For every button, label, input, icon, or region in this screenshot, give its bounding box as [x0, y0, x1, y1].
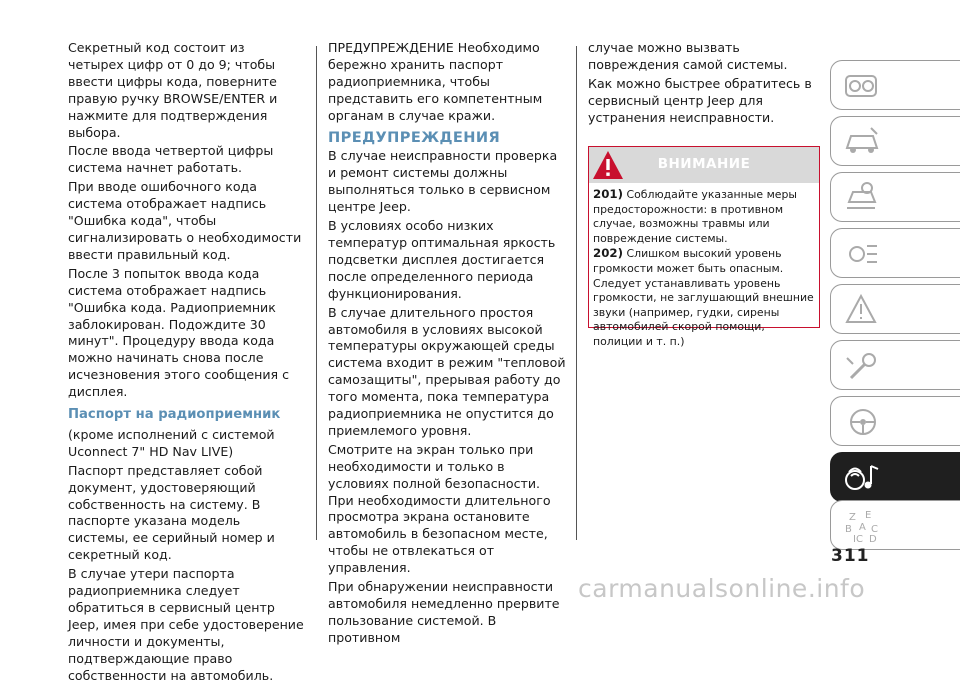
subheading-radio-passport: Паспорт на радиоприемник — [68, 407, 281, 423]
headlight-icon — [841, 234, 885, 274]
tab-dashboard[interactable] — [830, 60, 960, 110]
tab-specs[interactable] — [830, 396, 960, 446]
warning-box — [588, 146, 820, 348]
paragraph: В случае длительного простоя автомобиля в условиях высокой температуры окружающей среды система входит в режим "тепловой самозащиты", прерывая работу до того момента, пока температура радиоприемника не опустится до приемлемого уровня. — [328, 304, 566, 438]
car-safety-icon — [841, 178, 885, 218]
tab-index[interactable] — [830, 500, 960, 550]
warning-triangle-icon — [841, 290, 885, 330]
paragraph: При обнаружении неисправности автомобиля немедленно прервите пользование системой. В противном — [328, 579, 560, 645]
warning-text: Соблюдайте указанные меры предосторожности: в противном случае, возможны травмы или повреждение системы. — [593, 188, 797, 245]
paragraph: случае можно вызвать повреждения самой системы. — [588, 40, 788, 72]
svg-text:IC: IC — [853, 534, 863, 545]
warning-item — [593, 246, 817, 349]
tab-emergency[interactable] — [830, 284, 960, 334]
watermark: carmanualsonline.info — [578, 574, 866, 603]
car-controls-icon — [841, 122, 885, 162]
paragraph: Секретный код состоит из четырех цифр от 0 до 9; чтобы ввести цифры кода, поверните правую ручку BROWSE/ENTER и нажмите для подтверждения выбора. — [68, 40, 278, 140]
column-2 — [328, 40, 568, 649]
section-heading-warnings: ПРЕДУПРЕЖДЕНИЯ — [328, 128, 501, 146]
paragraph: ПРЕДУПРЕЖДЕНИЕ Необходимо бережно хранить паспорт радиоприемника, чтобы представить его компетентным органам в случае кражи. — [328, 40, 543, 123]
warning-number: 201) — [593, 187, 624, 201]
paragraph: При вводе ошибочного кода система отображает надпись "Ошибка кода", чтобы сигнализировать о необходимости ввести правильный код. — [68, 179, 302, 262]
svg-text:E: E — [865, 510, 872, 521]
column-3 — [588, 40, 824, 129]
paragraph: Смотрите на экран только при необходимости и только в условиях полной безопасности. При необходимости длительного просмотра экрана остановите автомобиль в безопасном месте, чтобы не отвлекаться от управления. — [328, 441, 551, 576]
warning-body — [593, 187, 817, 350]
tab-multimedia[interactable] — [830, 452, 960, 502]
warning-title: ВНИМАНИЕ — [657, 156, 751, 172]
tab-lights[interactable] — [830, 228, 960, 278]
paragraph: После 3 попыток ввода кода система отображает надпись "Ошибка кода. Радиоприемник заблокирован. Подождите 30 минут". Процедуру ввода кода можно начинать снова после исчезновения этого сообщения с дисплея. — [68, 265, 290, 400]
multimedia-music-icon — [841, 458, 885, 498]
svg-text:B: B — [845, 524, 852, 535]
paragraph: (кроме исполнений с системой Uconnect 7" HD Nav LIVE) — [68, 426, 275, 459]
column-divider — [316, 46, 317, 540]
wrench-icon — [841, 346, 885, 386]
alphabet-index-icon — [841, 506, 885, 546]
warning-text: Слишком высокий уровень громкости может быть опасным. Следует устанавливать уровень громкости, не заглушающий внешние звуки (например, гудки, сирены автомобилей скорой помощи, полиции и т. п.) — [593, 247, 814, 348]
warning-number: 202) — [593, 246, 624, 261]
tab-safety[interactable] — [830, 172, 960, 222]
paragraph: В условиях особо низких температур оптимальная яркость подсветки дисплея достигается после определенного периода функционирования. — [328, 218, 556, 301]
paragraph: Как можно быстрее обратитесь в сервисный центр Jeep для устранения неисправности. — [588, 75, 812, 125]
tab-maintenance[interactable] — [830, 340, 960, 390]
svg-text:C: C — [871, 524, 878, 535]
paragraph: В случае утери паспорта радиоприемника следует обратиться в сервисный центр Jeep, имея при себе удостоверение личности и документы, подтверждающие право собственности на автомобиль. — [68, 566, 304, 683]
warning-item — [593, 187, 817, 246]
paragraph: В случае неисправности проверка и ремонт системы должны выполняться только в сервисном центре Jeep. — [328, 148, 558, 215]
column-1 — [68, 40, 304, 687]
page-number: 311 — [831, 546, 870, 566]
column-divider — [576, 46, 577, 540]
svg-text:Z: Z — [849, 512, 856, 523]
svg-text:A: A — [859, 522, 866, 533]
paragraph: Паспорт представляет собой документ, удостоверяющий собственность на систему. В паспорте указана модель системы, ее серийный номер и секретный код. — [68, 462, 275, 563]
svg-text:D: D — [869, 534, 877, 545]
steering-wheel-icon — [841, 402, 885, 442]
paragraph: После ввода четвертой цифры система начнет работать. — [68, 143, 274, 176]
tab-controls[interactable] — [830, 116, 960, 166]
car-dashboard-icon — [841, 66, 885, 106]
